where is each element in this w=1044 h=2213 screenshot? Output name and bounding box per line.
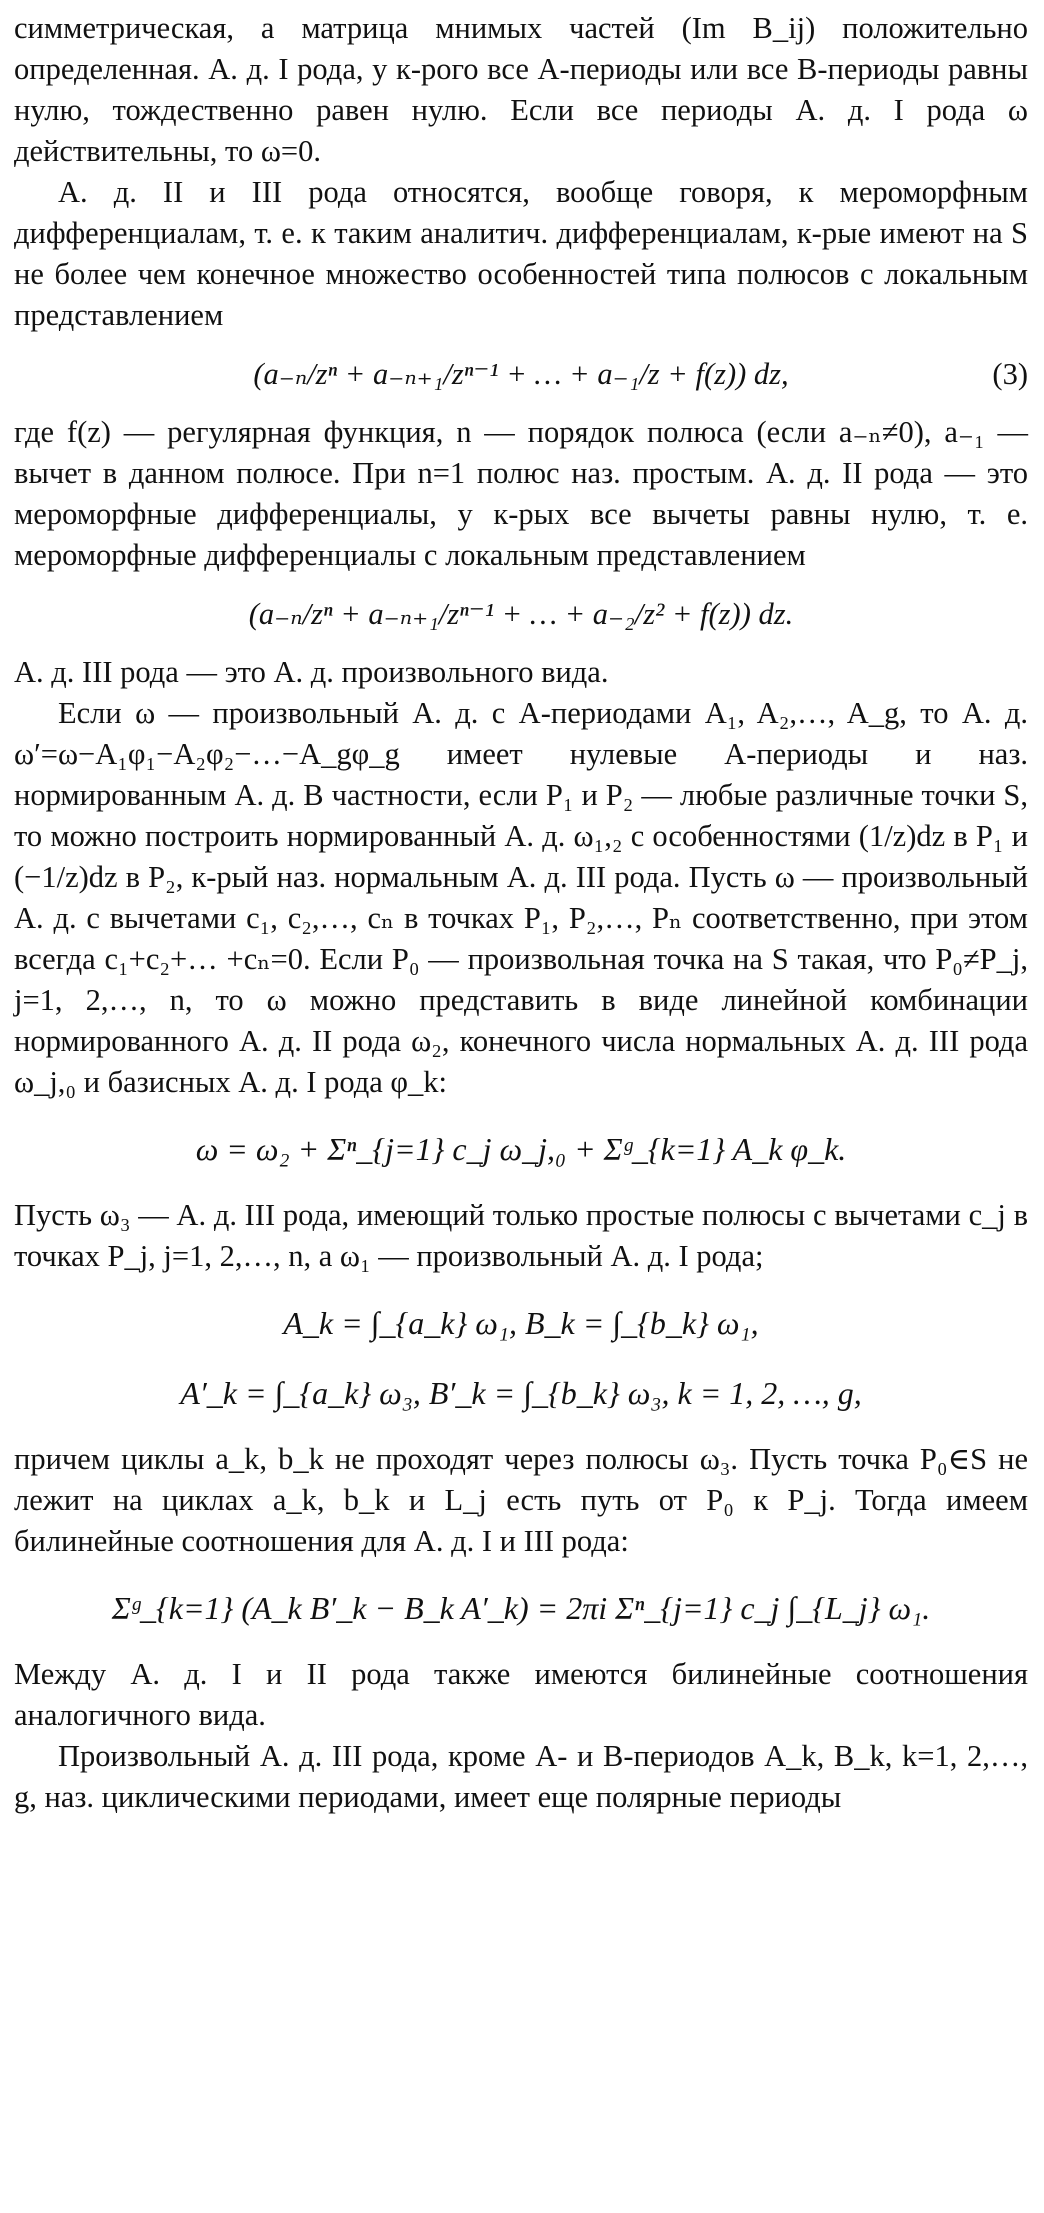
- paragraph: Если ω — произвольный А. д. с A-периодами A₁, A₂,…, A_g, то А. д. ω′=ω−A₁φ₁−A₂φ₂−…−A_gφ_g имеет нулевые A-периоды и наз. нормированным А. д. В частности, если P₁ и P₂ — любые различные точки S, то можно построить нормированный А. д. ω₁,₂ с особенностями (1/z)dz в P₁ и (−1/z)dz в P₂, к-рый наз. нормальным А. д. III рода. Пусть ω — произвольный А. д. с вычетами c₁, c₂,…, cₙ в точках P₁, P₂,…, Pₙ соответственно, при этом всегда c₁+c₂+… +cₙ=0. Если P₀ — произвольная точка на S такая, что P₀≠P_j, j=1, 2,…, n, то ω можно представить в виде линейной комбинации нормированного А. д. II рода ω₂, конечного числа нормальных А. д. III рода ω_j,₀ и базисных А. д. I рода φ_k:: [14, 696, 1028, 1099]
- document-page: [14, 8, 1028, 1818]
- paragraph: причем циклы a_k, b_k не проходят через полюсы ω₃. Пусть точка P₀∈S не лежит на циклах a_k, b_k и L_j есть путь от P₀ к P_j. Тогда имеем билинейные соотношения для А. д. I и III рода:: [14, 1442, 1028, 1558]
- paragraph: где f(z) — регулярная функция, n — порядок полюса (если a₋ₙ≠0), a₋₁ — вычет в данном полюсе. При n=1 полюс наз. простым. А. д. II рода — это мероморфные дифференциалы, у к-рых все вычеты равны нулю, т. е. мероморфные дифференциалы с локальным представлением: [14, 415, 1028, 572]
- equation-decomposition: [14, 1125, 1028, 1173]
- equation-body: A′_k = ∫_{a_k} ω₃, B′_k = ∫_{b_k} ω₃, k = 1, 2, …, g,: [180, 1375, 862, 1411]
- equation-periods-omega3: [14, 1369, 1028, 1417]
- equation-local-representation: [14, 590, 1028, 638]
- paragraph: Произвольный А. д. III рода, кроме A- и B-периодов A_k, B_k, k=1, 2,…, g, наз. циклическими периодами, имеет еще полярные периоды: [14, 1739, 1028, 1814]
- equation-body: Σᵍ_{k=1} (A_k B′_k − B_k A′_k) = 2πi Σⁿ_{j=1} c_j ∫_{L_j} ω₁.: [111, 1590, 931, 1626]
- equation-3: [14, 350, 1028, 398]
- paragraph: симметрическая, а матрица мнимых частей (Im B_ij) положительно определенная. А. д. I рода, у к-рого все A-периоды или все B-периоды равны нулю, тождественно равен нулю. Если все периоды А. д. I рода ω действительны, то ω=0.: [14, 11, 1028, 168]
- equation-bilinear-relations: [14, 1584, 1028, 1632]
- equation-body: ω = ω₂ + Σⁿ_{j=1} c_j ω_j,₀ + Σᵍ_{k=1} A_k φ_k.: [195, 1131, 847, 1167]
- equation-body: (a₋ₙ/zⁿ + a₋ₙ₊₁/zⁿ⁻¹ + … + a₋₁/z + f(z)) dz,: [253, 357, 789, 391]
- paragraph: Пусть ω₃ — А. д. III рода, имеющий только простые полюсы с вычетами c_j в точках P_j, j=1, 2,…, n, а ω₁ — произвольный А. д. I рода;: [14, 1198, 1028, 1273]
- paragraph: Между А. д. I и II рода также имеются билинейные соотношения аналогичного вида.: [14, 1657, 1028, 1732]
- paragraph: А. д. III рода — это А. д. произвольного вида.: [14, 655, 609, 689]
- equation-periods-omega1: [14, 1299, 1028, 1347]
- equation-body: (a₋ₙ/zⁿ + a₋ₙ₊₁/zⁿ⁻¹ + … + a₋₂/z² + f(z)) dz.: [248, 597, 794, 631]
- equation-body: A_k = ∫_{a_k} ω₁, B_k = ∫_{b_k} ω₁,: [283, 1305, 759, 1341]
- paragraph: А. д. II и III рода относятся, вообще говоря, к мероморфным дифференциалам, т. е. к таким аналитич. дифференциалам, к-рые имеют на S не более чем конечное множество особенностей типа полюсов с локальным представлением: [14, 175, 1028, 332]
- equation-number: (3): [992, 357, 1028, 391]
